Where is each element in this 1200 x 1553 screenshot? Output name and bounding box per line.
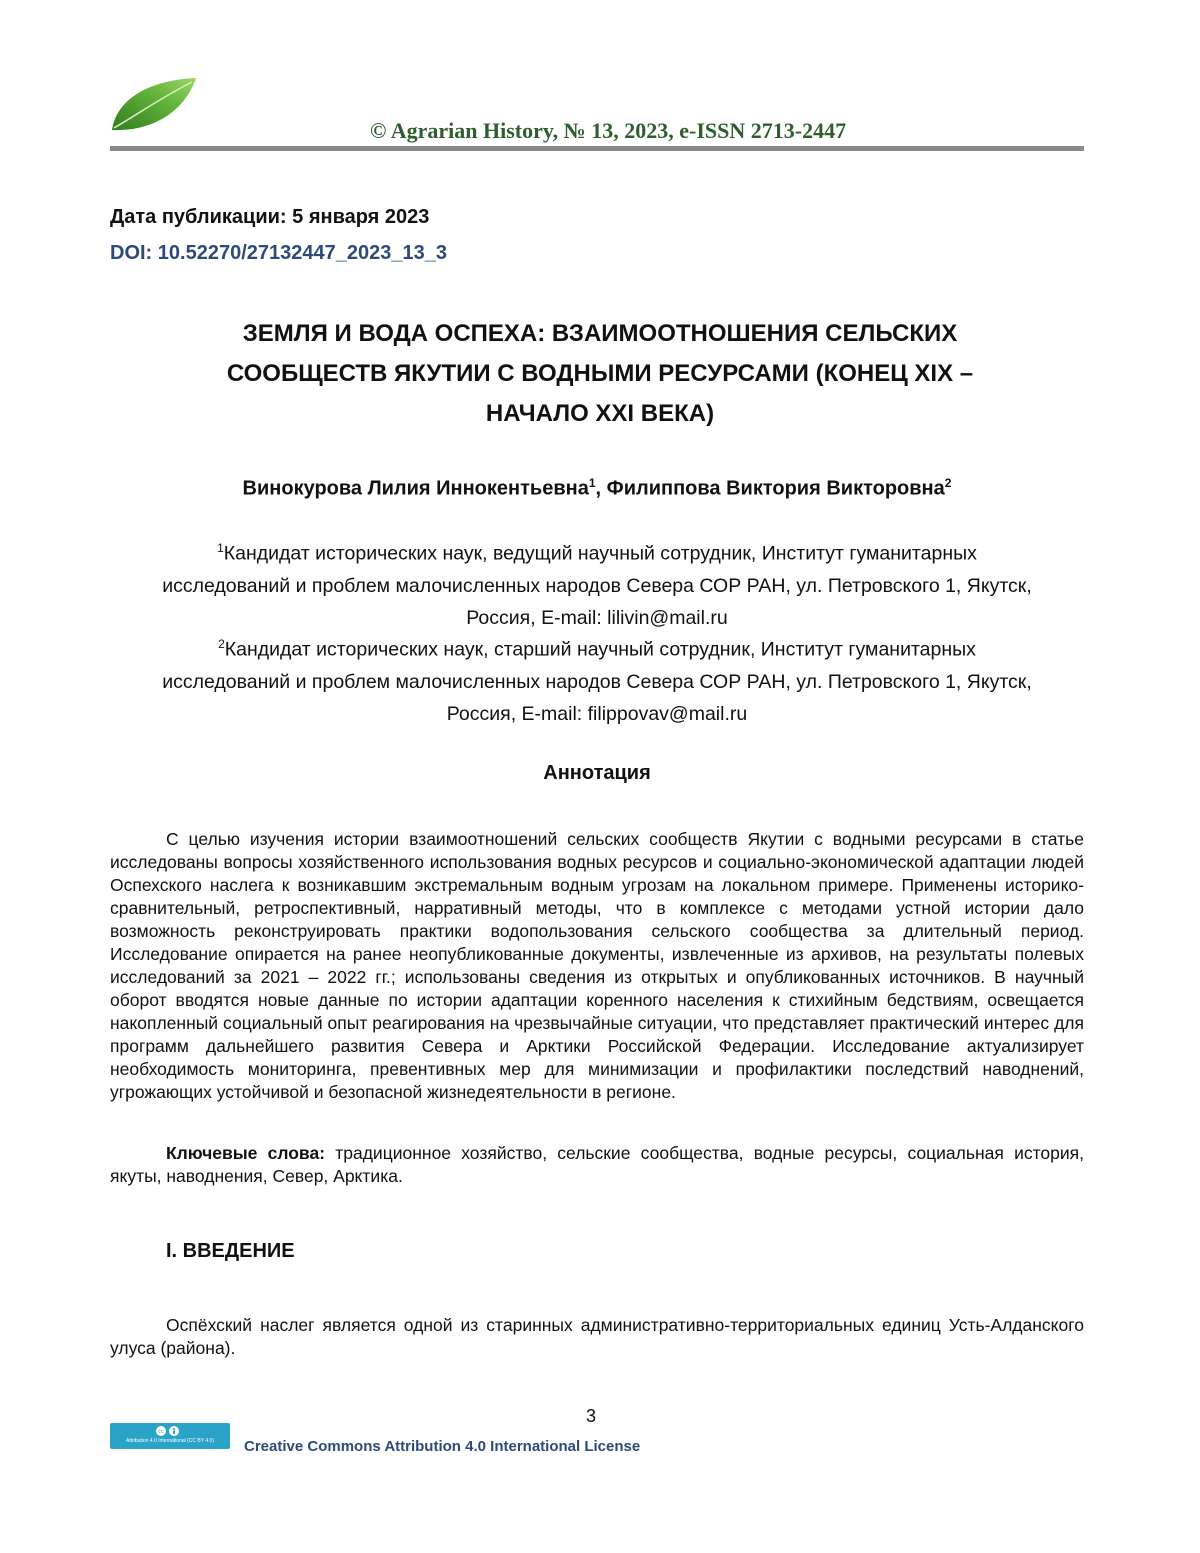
affiliation-2 [110, 628, 1084, 730]
author-separator: , [595, 477, 607, 500]
cc-badge-text: Attribution 4.0 International (CC BY 4.0) [125, 1438, 214, 1444]
abstract-heading: Аннотация [543, 762, 651, 784]
article-title [130, 314, 1070, 434]
affiliation-line [110, 532, 1084, 570]
license-link[interactable]: Creative Commons Attribution 4.0 International License [244, 1438, 641, 1455]
affiliation-email-line: Россия, E-mail: lilivin@mail.ru [466, 606, 728, 629]
leaf-icon [108, 74, 200, 134]
section-heading: I. ВВЕДЕНИЕ [166, 1240, 295, 1262]
cc-license-badge[interactable] [110, 1423, 230, 1449]
keywords [110, 1142, 1084, 1188]
abstract-text: С целью изучения истории взаимоотношений сельских сообществ Якутии с водными ресурсами в статье исследованы вопросы хозяйственного использования водных ресурсов и социально-экономической адаптации людей Оспехского наслега к возникавшим экстремальным водным угрозам на локальном примере. Применены историко-сравнительный, ретроспективный, нарративный методы, что в комплексе с методами устной истории дало возможность реконструировать практики водопользования сельского сообщества за длительный период. Исследование опирается на ранее неопубликованные документы, извлеченные из архивов, на результаты полевых исследований за 2021 – 2022 гг.; использованы сведения из открытых и опубликованных источников. В научный оборот вводятся новые данные по истории адаптации коренного населения к стихийным бедствиям, освещается накопленный социальный опыт реагирования на чрезвычайные ситуации, что представляет практический интерес для программ дальнейшего развития Севера и Арктики Российской Федерации. Исследование актуализирует необходимость мониторинга, превентивных мер для минимизации и профилактики последствий наводнений, угрожающих устойчивой и безопасной жизнедеятельности в регионе. [110, 829, 1084, 1102]
title-line: ЗЕМЛЯ И ВОДА ОСПЕХА: ВЗАИМООТНОШЕНИЯ СЕЛЬСКИХ [242, 320, 958, 347]
affiliation-email-line: Россия, E-mail: filippovav@mail.ru [446, 702, 748, 725]
affiliation-mark: 2 [218, 637, 225, 651]
intro-paragraph: Оспёхский наслег является одной из старинных административно-территориальных единиц Усть-Алданского улуса (района). [110, 1315, 1084, 1358]
affiliation-text: Кандидат исторических наук, старший научный сотрудник, Институт гуманитарных [224, 638, 976, 661]
title-line: НАЧАЛО XXI ВЕКА) [485, 400, 715, 427]
author-mark: 2 [944, 476, 952, 490]
journal-header: © Agrarian History, № 13, 2023, e-ISSN 2713-2447 [370, 118, 847, 143]
author-name: Филиппова Виктория Викторовна [606, 477, 945, 500]
publication-date: Дата публикации: 5 января 2023 [110, 206, 430, 228]
page-number: 3 [586, 1406, 597, 1426]
affiliation-line [110, 628, 1084, 666]
cc-icon [154, 1425, 184, 1437]
title-line: СООБЩЕСТВ ЯКУТИИ С ВОДНЫМИ РЕСУРСАМИ (КОНЕЦ XIX – [226, 360, 974, 387]
keywords-text: традиционное хозяйство, сельские сообщества, водные ресурсы, социальная история, якуты, наводнения, Север, Арктика. [110, 1143, 1085, 1186]
svg-text:cc: cc [158, 1429, 164, 1435]
doi-link[interactable]: DOI: 10.52270/27132447_2023_13_3 [110, 242, 447, 264]
affiliation-mark: 1 [217, 541, 224, 555]
header-divider [110, 146, 1084, 151]
author-name: Винокурова Лилия Иннокентьевна [242, 477, 589, 500]
author-mark: 1 [588, 476, 596, 490]
keywords-label: Ключевые слова: [166, 1143, 326, 1163]
author-list [110, 468, 1084, 504]
affiliation-line: исследований и проблем малочисленных народов Севера СОР РАН, ул. Петровского 1, Якутск, [162, 574, 1032, 597]
affiliation-text: Кандидат исторических наук, ведущий научный сотрудник, Институт гуманитарных [223, 542, 977, 565]
affiliation-line: исследований и проблем малочисленных народов Севера СОР РАН, ул. Петровского 1, Якутск, [162, 670, 1032, 693]
affiliation-1 [110, 532, 1084, 634]
